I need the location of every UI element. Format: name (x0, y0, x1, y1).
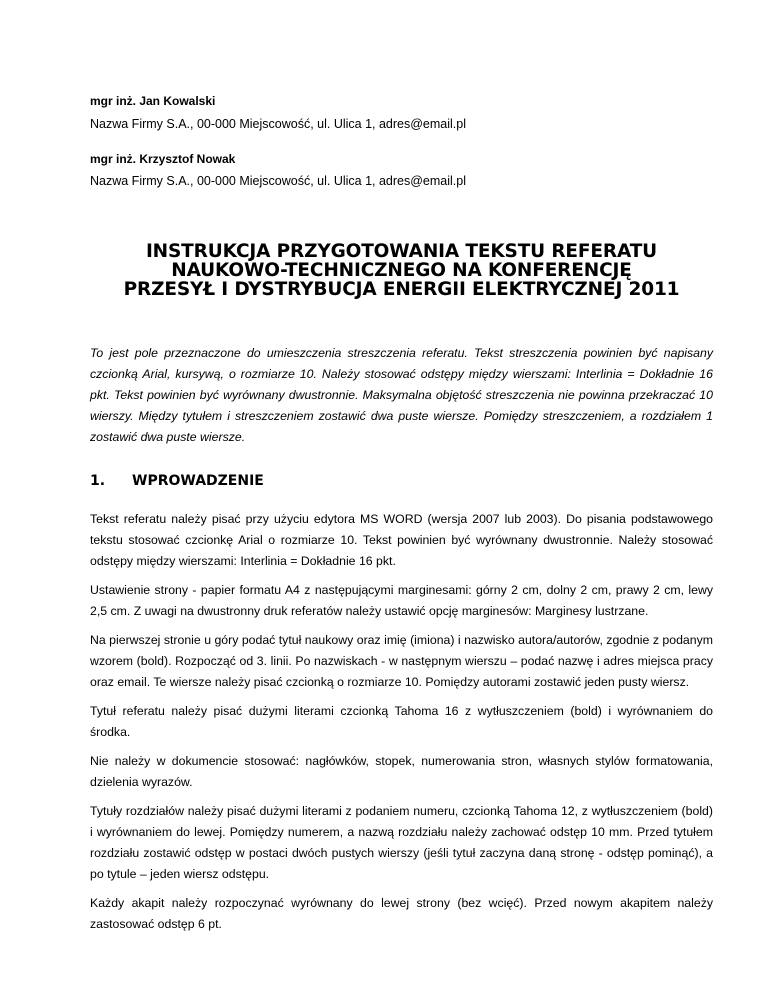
chapter-title: WPROWADZENIE (132, 473, 264, 489)
abstract: To jest pole przeznaczone do umieszczenia streszczenia referatu. Tekst streszczenia powinien być napisany czcionką Arial, kursywą, o rozmiarze 10. Należy stosować odstępy między wierszami: Interlinia = Dokładnie 16 pkt. Tekst powinien być wyrównany dwustronnie. Maksymalna objętość streszczenia nie powinna przekraczać 10 wierszy. Między tytułem i streszczeniem zostawić dwa puste wiersze. Pomiędzy streszczeniem, a rozdziałem 1 zostawić dwa puste wiersze. (90, 346, 713, 444)
paragraph: Ustawienie strony - papier formatu A4 z następującymi marginesami: górny 2 cm, dolny 2 cm, prawy 2 cm, lewy 2,5 cm. Z uwagi na dwustronny druk referatów należy ustawić opcję marginesów: Marginesy lustrzane. (90, 583, 713, 618)
title-line-2: NAUKOWO-TECHNICZNEGO NA KONFERENCJĘ (171, 260, 632, 281)
paper-title (90, 242, 713, 299)
author-2-name: mgr inż. Krzysztof Nowak (90, 152, 236, 166)
paragraph: Na pierwszej stronie u góry podać tytuł naukowy oraz imię (imiona) i nazwisko autora/autorów, zgodnie z podanym wzorem (bold). Rozpocząć od 3. linii. Po nazwiskach - w następnym wierszu – podać nazwę i adres miejsca pracy oraz email. Te wiersze należy pisać czcionką o rozmiarze 10. Pomiędzy autorami zostawić jeden pusty wiersz. (90, 633, 713, 689)
title-line-1: INSTRUKCJA PRZYGOTOWANIA TEKSTU REFERATU (145, 241, 658, 262)
author-1-name: mgr inż. Jan Kowalski (90, 94, 216, 108)
paragraph: Tytuły rozdziałów należy pisać dużymi literami z podaniem numeru, czcionką Tahoma 12, z wytłuszczeniem (bold) i wyrównaniem do lewej. Pomiędzy numerem, a nazwą rozdziału należy zachować odstęp 10 mm. Przed tytułem rozdziału zostawić odstęp w postaci dwóch pustych wierszy (jeśli tytuł zaczyna daną stronę - odstęp pominąć), a po tytule – jeden wiersz odstępu. (90, 804, 713, 881)
paragraph: Tytuł referatu należy pisać dużymi literami czcionką Tahoma 16 z wytłuszczeniem (bold) i wyrównaniem do środka. (90, 704, 713, 739)
paragraph: Tekst referatu należy pisać przy użyciu edytora MS WORD (wersja 2007 lub 2003). Do pisania podstawowego tekstu stosować czcionkę Arial o rozmiarze 10. Tekst powinien być wyrównany dwustronnie. Należy stosować odstępy między wierszami: Interlinia = Dokładnie 16 pkt. (90, 512, 713, 568)
body-text (90, 509, 713, 943)
chapter-number: 1. (90, 473, 106, 489)
title-line-3: PRZESYŁ I DYSTRYBUCJA ENERGII ELEKTRYCZNEJ 2011 (123, 279, 680, 300)
author-2-affiliation: Nazwa Firmy S.A., 00-000 Miejscowość, ul. Ulica 1, adres@email.pl (90, 174, 467, 188)
paragraph: Nie należy w dokumencie stosować: nagłówków, stopek, numerowania stron, własnych stylów formatowania, dzielenia wyrazów. (90, 754, 713, 789)
author-1-affiliation: Nazwa Firmy S.A., 00-000 Miejscowość, ul. Ulica 1, adres@email.pl (90, 117, 467, 131)
paragraph: Każdy akapit należy rozpoczynać wyrównany do lewej strony (bez wcięć). Przed nowym akapitem należy zastosować odstęp 6 pt. (90, 896, 713, 931)
